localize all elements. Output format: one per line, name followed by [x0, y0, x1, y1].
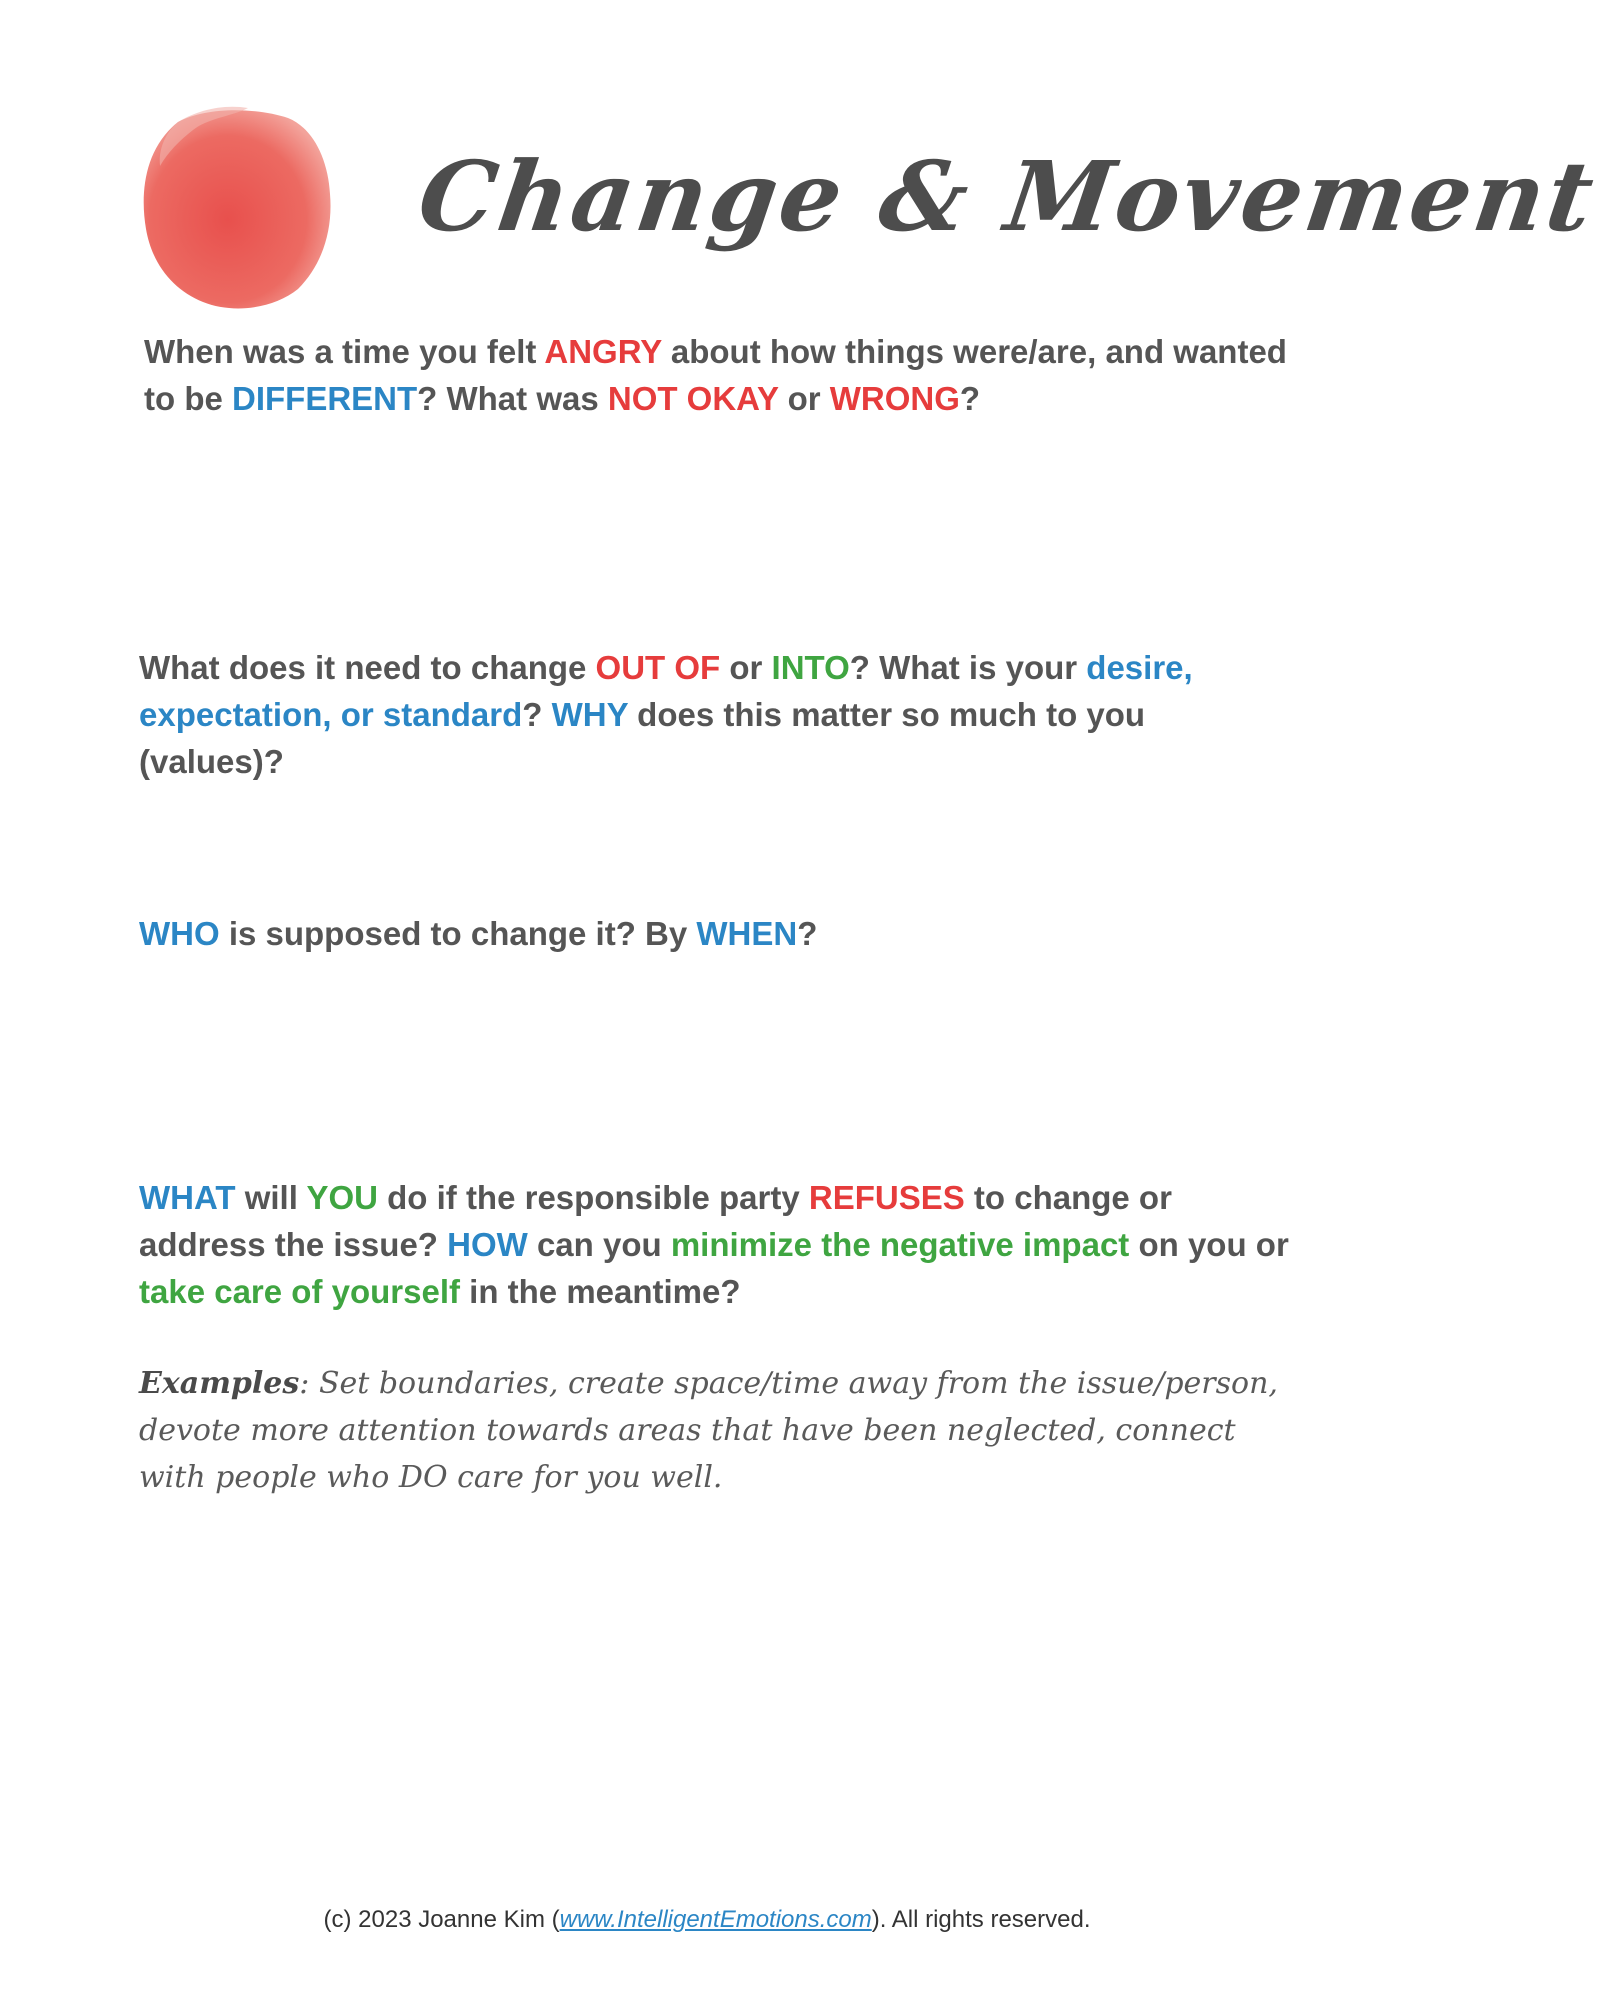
examples-text: : Set boundaries, create space/time away from the issue/person, devote more attention towards areas that have been neglected, connect with people who DO care for you well.	[139, 1366, 1278, 1495]
examples-paragraph	[139, 1360, 1299, 1501]
examples-label: Examples	[139, 1366, 300, 1401]
question-what-will-you-do: WHAT will YOU do if the responsible party REFUSES to change or address the issue? HOW can you minimize the negative impact on you or take care of yourself in the meantime?	[139, 1179, 1298, 1310]
copyright-footer: (c) 2023 Joanne Kim (www.IntelligentEmotions.com). All rights reserved.	[323, 1906, 1091, 1933]
page-title: Change & Movement	[412, 140, 1603, 253]
question-who: WHO is supposed to change it? By WHEN?	[139, 915, 818, 952]
watercolor-blot-decoration	[138, 104, 338, 314]
question-change: What does it need to change OUT OF or INTO? What is your desire, expectation, or standard? WHY does this matter so much to you (values)?	[139, 649, 1202, 780]
question-angry: When was a time you felt ANGRY about how things were/are, and wanted to be DIFFERENT? What was NOT OKAY or WRONG?	[144, 333, 1297, 417]
website-link[interactable]: www.IntelligentEmotions.com	[559, 1906, 872, 1933]
